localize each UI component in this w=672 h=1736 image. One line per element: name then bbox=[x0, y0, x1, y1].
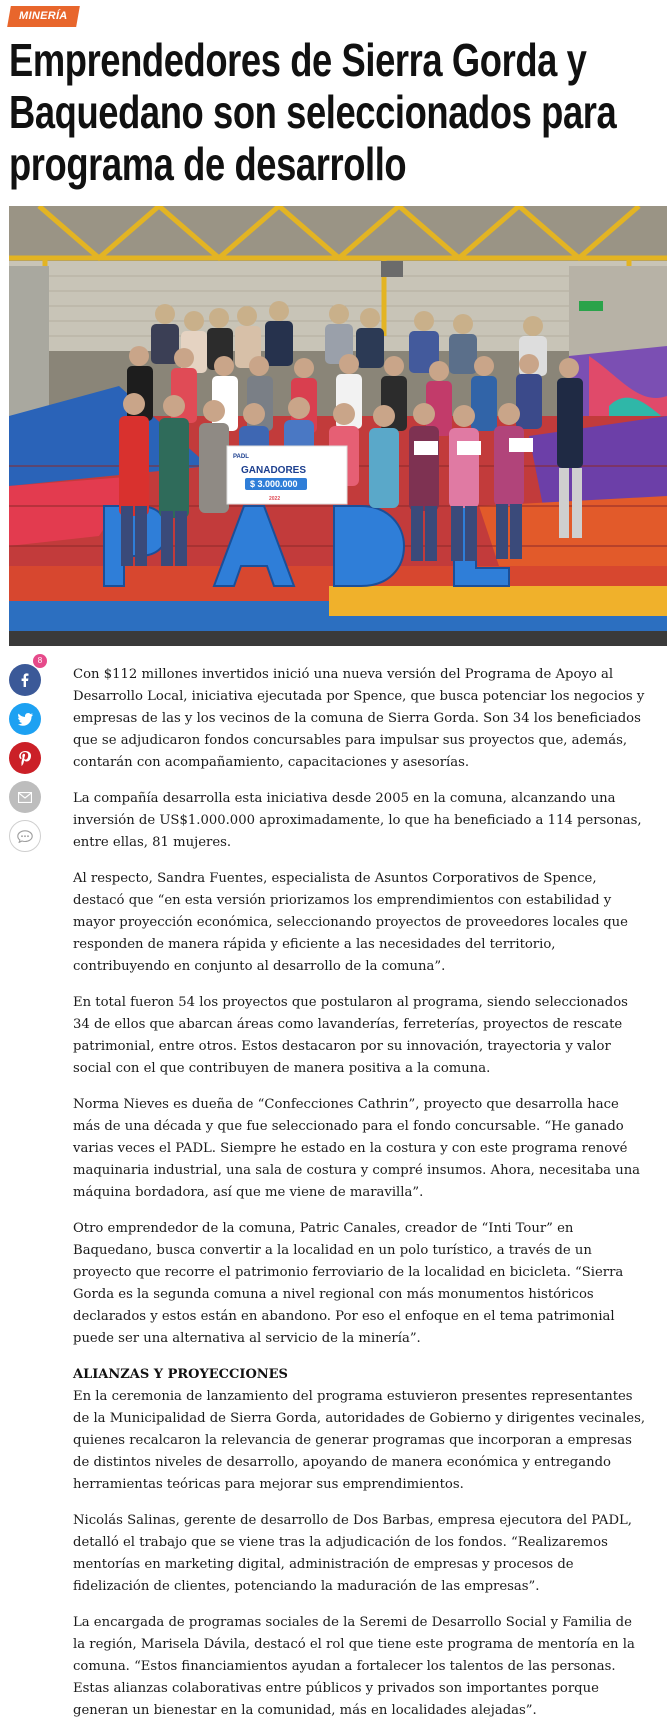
svg-text:$ 3.000.000: $ 3.000.000 bbox=[250, 479, 298, 489]
facebook-share-button[interactable] bbox=[9, 664, 41, 696]
share-count-badge: 8 bbox=[33, 654, 47, 668]
svg-text:PADL: PADL bbox=[233, 454, 249, 460]
ganadores-banner bbox=[227, 446, 347, 504]
paragraph: En la ceremonia de lanzamiento del programa estuvieron presentes representantes de la Municipalidad de Sierra Gorda, autoridades de Gobierno y dirigentes vecinales, quienes recalcaron la relevancia de generar programas que incorporan a empresas de distintos niveles de desarrollo, apoyando de manera económica y entregando herramientas teóricas para mejorar sus emprendimientos. bbox=[73, 1389, 646, 1492]
twitter-icon bbox=[18, 713, 33, 726]
paragraph: Al respecto, Sandra Fuentes, especialista de Asuntos Corporativos de Spence, destacó que “en esta versión priorizamos los emprendimientos con estabilidad y mayor proyección económica, seleccionando proyectos de proveedores locales que responden de manera rápida y eficiente a las necesidades del territorio, contribuyendo en conjunto al desarrollo de la comuna”. bbox=[73, 871, 628, 974]
paragraph: La encargada de programas sociales de la Seremi de Desarrollo Social y Familia de la región, Marisela Dávila, destacó el rol que tiene este programa de mentoría en la comuna. “Estos financiamientos ayudan a fortalecer los talentos de las personas. Estas alianzas colaborativas entre públicos y privados son importantes porque generan un bienestar en la comunidad, más en localidades alejadas”. bbox=[73, 1615, 635, 1718]
mail-icon bbox=[18, 792, 32, 803]
paragraph: La compañía desarrolla esta iniciativa desde 2005 en la comuna, alcanzando una inversión de US$1.000.000 aproximadamente, lo que ha beneficiado a 114 personas, entre ellas, 81 mujeres. bbox=[73, 791, 642, 850]
paragraph: Norma Nieves es dueña de “Confecciones Cathrin”, proyecto que desarrolla hace más de una década y que fue seleccionado para el fondo concursable. “He ganado varias veces el PADL. Siempre he estado en la costura y con este programa renové maquinaria industrial, una sala de costura y compré insumos. Ahora, necesitaba una máquina bordadora, así que me viene de maravilla”. bbox=[73, 1097, 641, 1200]
category-tag[interactable] bbox=[7, 6, 79, 27]
svg-text:GANADORES: GANADORES bbox=[241, 465, 307, 476]
headline: Emprendedores de Sierra Gorda y Baquedano son seleccionados para programa de desarrollo bbox=[9, 34, 617, 190]
paragraph: Con $112 millones invertidos inició una nueva versión del Programa de Apoyo al Desarrollo Local, iniciativa ejecutada por Spence, que busca potenciar los negocios y empresas de las y los vecinos de la comuna de Sierra Gorda. Son 34 los beneficiados que se adjudicaron fondos concursables para impulsar sus proyectos que, además, contarán con acompañamiento, capacitaciones y asesorías. bbox=[73, 667, 645, 770]
share-bar bbox=[9, 656, 45, 859]
paragraph: Nicolás Salinas, gerente de desarrollo de Dos Barbas, empresa ejecutora del PADL, detalló el trabajo que se viene tras la adjudicación de los fondos. “Realizaremos mentorías en marketing digital, administración de empresas y procesos de fidelización de clientes, potenciando la maduración de las empresas”. bbox=[73, 1513, 632, 1594]
pinterest-icon bbox=[19, 751, 31, 766]
comment-button[interactable] bbox=[9, 820, 41, 852]
hero-image bbox=[9, 206, 667, 646]
twitter-share-button[interactable] bbox=[9, 703, 41, 735]
email-share-button[interactable] bbox=[9, 781, 41, 813]
comment-icon bbox=[17, 830, 33, 843]
svg-text:2022: 2022 bbox=[269, 496, 281, 502]
paragraph: En total fueron 54 los proyectos que postularon al programa, siendo seleccionados 34 de ellos que abarcan áreas como lavanderías, ferreterías, proyectos de rescate patrimonial, entre otros. Estos destacaron por su innovación, trayectoria y valor social con el que contribuyen de manera positiva a la comuna. bbox=[73, 995, 628, 1076]
article-body bbox=[73, 664, 648, 1736]
paragraph: Otro emprendedor de la comuna, Patric Canales, creador de “Inti Tour” en Baquedano, busca convertir a la localidad en un polo turístico, a través de un proyecto que recorre el patrimonio ferroviario de la localidad en bicicleta. “Sierra Gorda es la segunda comuna a nivel regional con más monumentos históricos declarados y estos están en abandono. Por eso el enfoque en el tema patrimonial puede ser una alternativa al servicio de la minería”. bbox=[73, 1221, 624, 1346]
category-label: MINERÍA bbox=[19, 10, 68, 22]
section-subheading: ALIANZAS Y PROYECCIONES bbox=[73, 1367, 288, 1382]
hero-photo-illustration bbox=[9, 206, 667, 646]
pinterest-share-button[interactable] bbox=[9, 742, 41, 774]
facebook-icon bbox=[18, 673, 32, 687]
